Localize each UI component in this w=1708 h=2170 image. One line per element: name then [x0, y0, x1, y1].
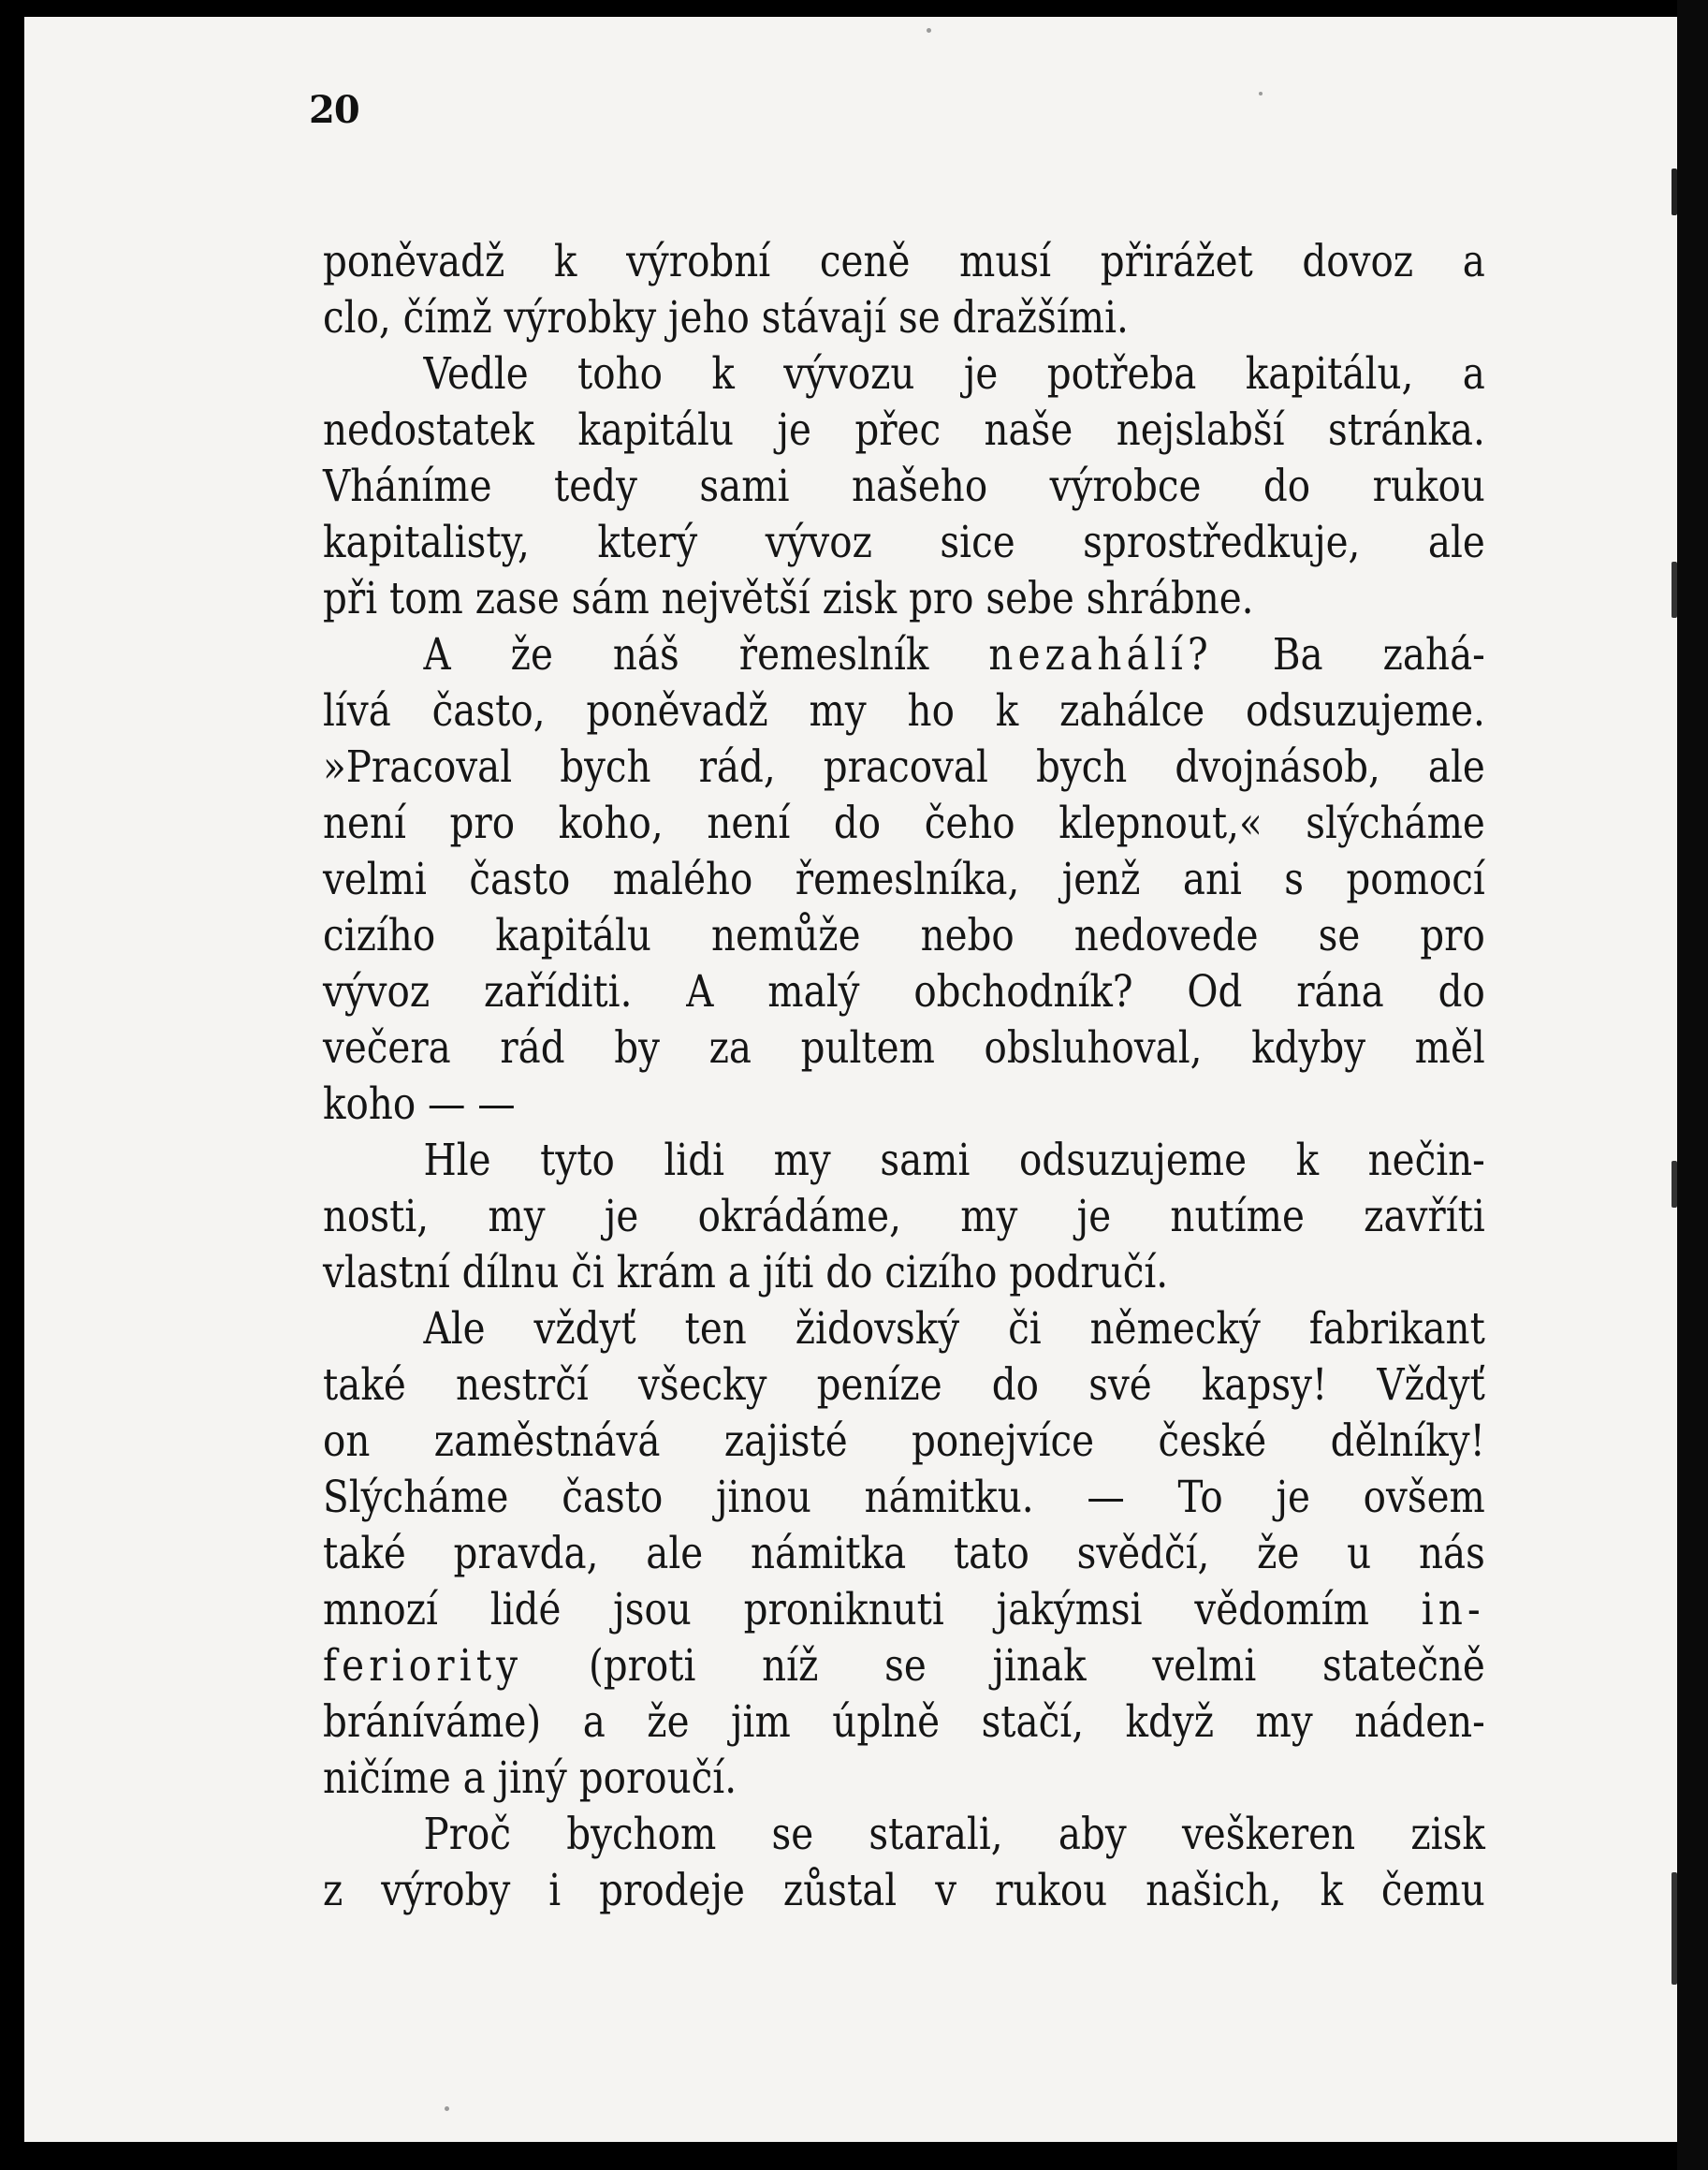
text-line: při tom zase sám největší zisk pro sebe shrábne. — [323, 573, 1254, 624]
text-line: nedostatek kapitálu je přec naše nejslabší stránka. — [323, 404, 1485, 456]
text-segment: mnozí lidé jsou proniknuti jakýmsi vědomím — [323, 1584, 1369, 1635]
text-line: také pravda, ale námitka tato svědčí, že u nás — [323, 1528, 1485, 1579]
emphasized-word: in- — [1421, 1584, 1485, 1635]
text-line: poněvadž k výrobní ceně musí přirážet dovoz a — [323, 236, 1485, 287]
text-line: nosti, my je okrádáme, my je nutíme zavříti — [323, 1191, 1485, 1242]
text-line: cizího kapitálu nemůže nebo nedovede se pro — [323, 910, 1485, 961]
text-segment: (proti níž se jinak velmi statečně — [588, 1640, 1485, 1692]
scan-border — [1677, 0, 1708, 2170]
text-segment: Ba zahá- — [1272, 629, 1485, 681]
paper-speck — [1672, 169, 1677, 215]
text-line-mixed — [323, 627, 1485, 683]
text-line: není pro koho, není do čeho klepnout,« slýcháme — [323, 798, 1485, 849]
emphasized-word: nezahálí? — [988, 629, 1213, 681]
text-line: Vháníme tedy sami našeho výrobce do rukou — [323, 461, 1485, 512]
text-line: bráníváme) a že jim úplně stačí, když my náden- — [323, 1696, 1485, 1748]
paper-speck — [1259, 92, 1263, 95]
text-segment: A že náš řemeslník — [423, 629, 929, 681]
text-line: on zaměstnává zajisté ponejvíce české dělníky! — [323, 1415, 1485, 1467]
text-line: kapitalisty, který vývoz sice sprostředkuje, ale — [323, 517, 1485, 568]
page-number: 20 — [309, 88, 359, 132]
paper-speck — [1672, 1872, 1677, 1985]
text-line: Vedle toho k vývozu je potřeba kapitálu, a — [423, 348, 1485, 400]
text-line-mixed — [323, 1582, 1485, 1638]
text-line: večera rád by za pultem obsluhoval, kdyby měl — [323, 1022, 1485, 1074]
text-line: vlastní dílnu či krám a jíti do cizího područí. — [323, 1247, 1169, 1298]
emphasized-word: feriority — [323, 1640, 523, 1692]
text-line: velmi často malého řemeslníka, jenž ani s pomocí — [323, 854, 1485, 905]
paper-speck — [1672, 562, 1677, 618]
text-line: Hle tyto lidi my sami odsuzujeme k nečin- — [423, 1135, 1485, 1186]
text-line: Slýcháme často jinou námitku. — To je ovšem — [323, 1472, 1485, 1523]
paper-speck — [445, 2106, 449, 2111]
body-text — [323, 234, 1485, 1919]
text-line: »Pracoval bych rád, pracoval bych dvojnásob, ale — [323, 741, 1485, 793]
text-line: lívá často, poněvadž my ho k zahálce odsuzujeme. — [323, 685, 1485, 737]
text-line: koho — — — [323, 1078, 516, 1130]
text-line: ničíme a jiný poroučí. — [323, 1752, 737, 1804]
text-line: vývoz zaříditi. A malý obchodník? Od rána do — [323, 966, 1485, 1018]
text-line: Ale vždyť ten židovský či německý fabrikant — [423, 1303, 1485, 1355]
text-line: clo, čímž výrobky jeho stávají se dražšími. — [323, 292, 1129, 344]
paper-speck — [1672, 1161, 1677, 1208]
text-line: také nestrčí všecky peníze do své kapsy! Vždyť — [323, 1359, 1485, 1411]
text-line-mixed — [323, 1638, 1485, 1694]
paper-speck — [927, 28, 931, 33]
text-line: z výroby i prodeje zůstal v rukou našich, k čemu — [323, 1865, 1485, 1916]
text-line: Proč bychom se starali, aby veškeren zisk — [423, 1809, 1485, 1860]
